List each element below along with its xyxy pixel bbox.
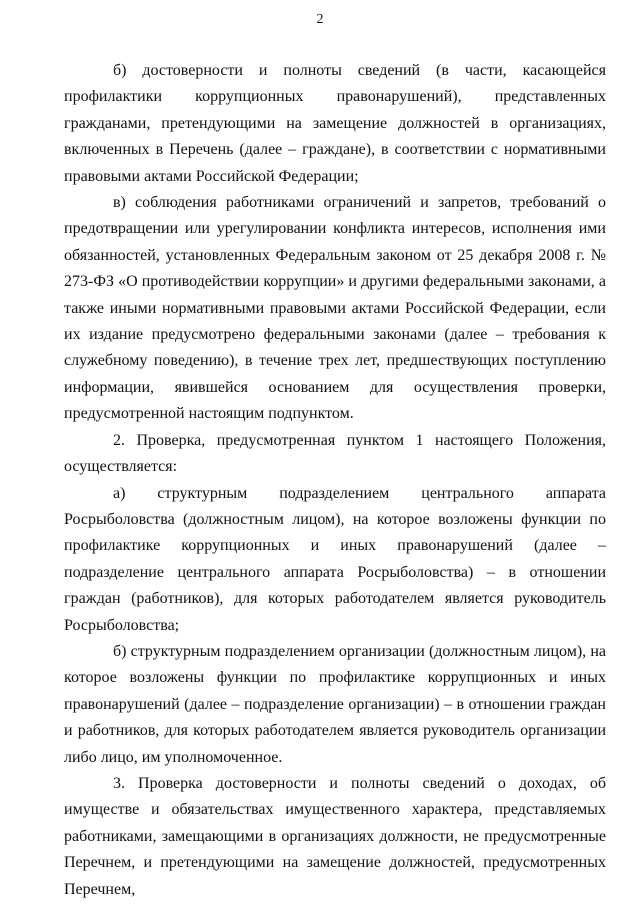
document-body — [64, 58, 606, 903]
paragraph-2-verification: 2. Проверка, предусмотренная пунктом 1 настоящего Положения, осуществляется: — [64, 431, 606, 476]
paragraph-3-income-verification: 3. Проверка достоверности и полноты сведений о доходах, об имуществе и обязательствах имущественного характера, представляемых работниками, замещающими в организациях должности, не предусмотренные Перечнем, и претендующими на замещение должностей, предусмотренных Перечнем, — [64, 774, 606, 898]
paragraph-b-reliability: б) достоверности и полноты сведений (в части, касающейся профилактики коррупционных правонарушений), представленных гражданами, претендующими на замещение должностей в организациях, включенных в Перечень (далее – граждане), в соответствии с нормативными правовыми актами Российской Федерации; — [64, 62, 606, 185]
paragraph-b-organization: б) структурным подразделением организации (должностным лицом), на которое возложены функции по профилактике коррупционных и иных правонарушений (далее – подразделение организации) – в отношении граждан и работников, для которых работодателем является руководитель организации либо лицо, им уполномоченное. — [64, 642, 606, 766]
paragraph-a-central-office: а) структурным подразделением центрального аппарата Росрыболовства (должностным лицом), на которое возложены функции по профилактике коррупционных и иных правонарушений (далее – подразделение центрального аппарата Росрыболовства) – в отношении граждан (работников), для которых работодателем является руководитель Росрыболовства; — [64, 484, 606, 634]
paragraph-v-compliance: в) соблюдения работниками ограничений и запретов, требований о предотвращении или урегулировании конфликта интересов, исполнения ими обязанностей, установленных Федеральным законом от 25 декабря 2008 г. № 273-ФЗ «О противодействии коррупции» и другими федеральными законами, а также иными нормативными правовыми актами Российской Федерации, если их издание предусмотрено федеральными законами (далее – требования к служебному поведению), в течение трех лет, предшествующих поступлению информации, явившейся основанием для осуществления проверки, предусмотренной настоящим подпунктом. — [64, 194, 606, 423]
page-number: 2 — [316, 12, 324, 27]
